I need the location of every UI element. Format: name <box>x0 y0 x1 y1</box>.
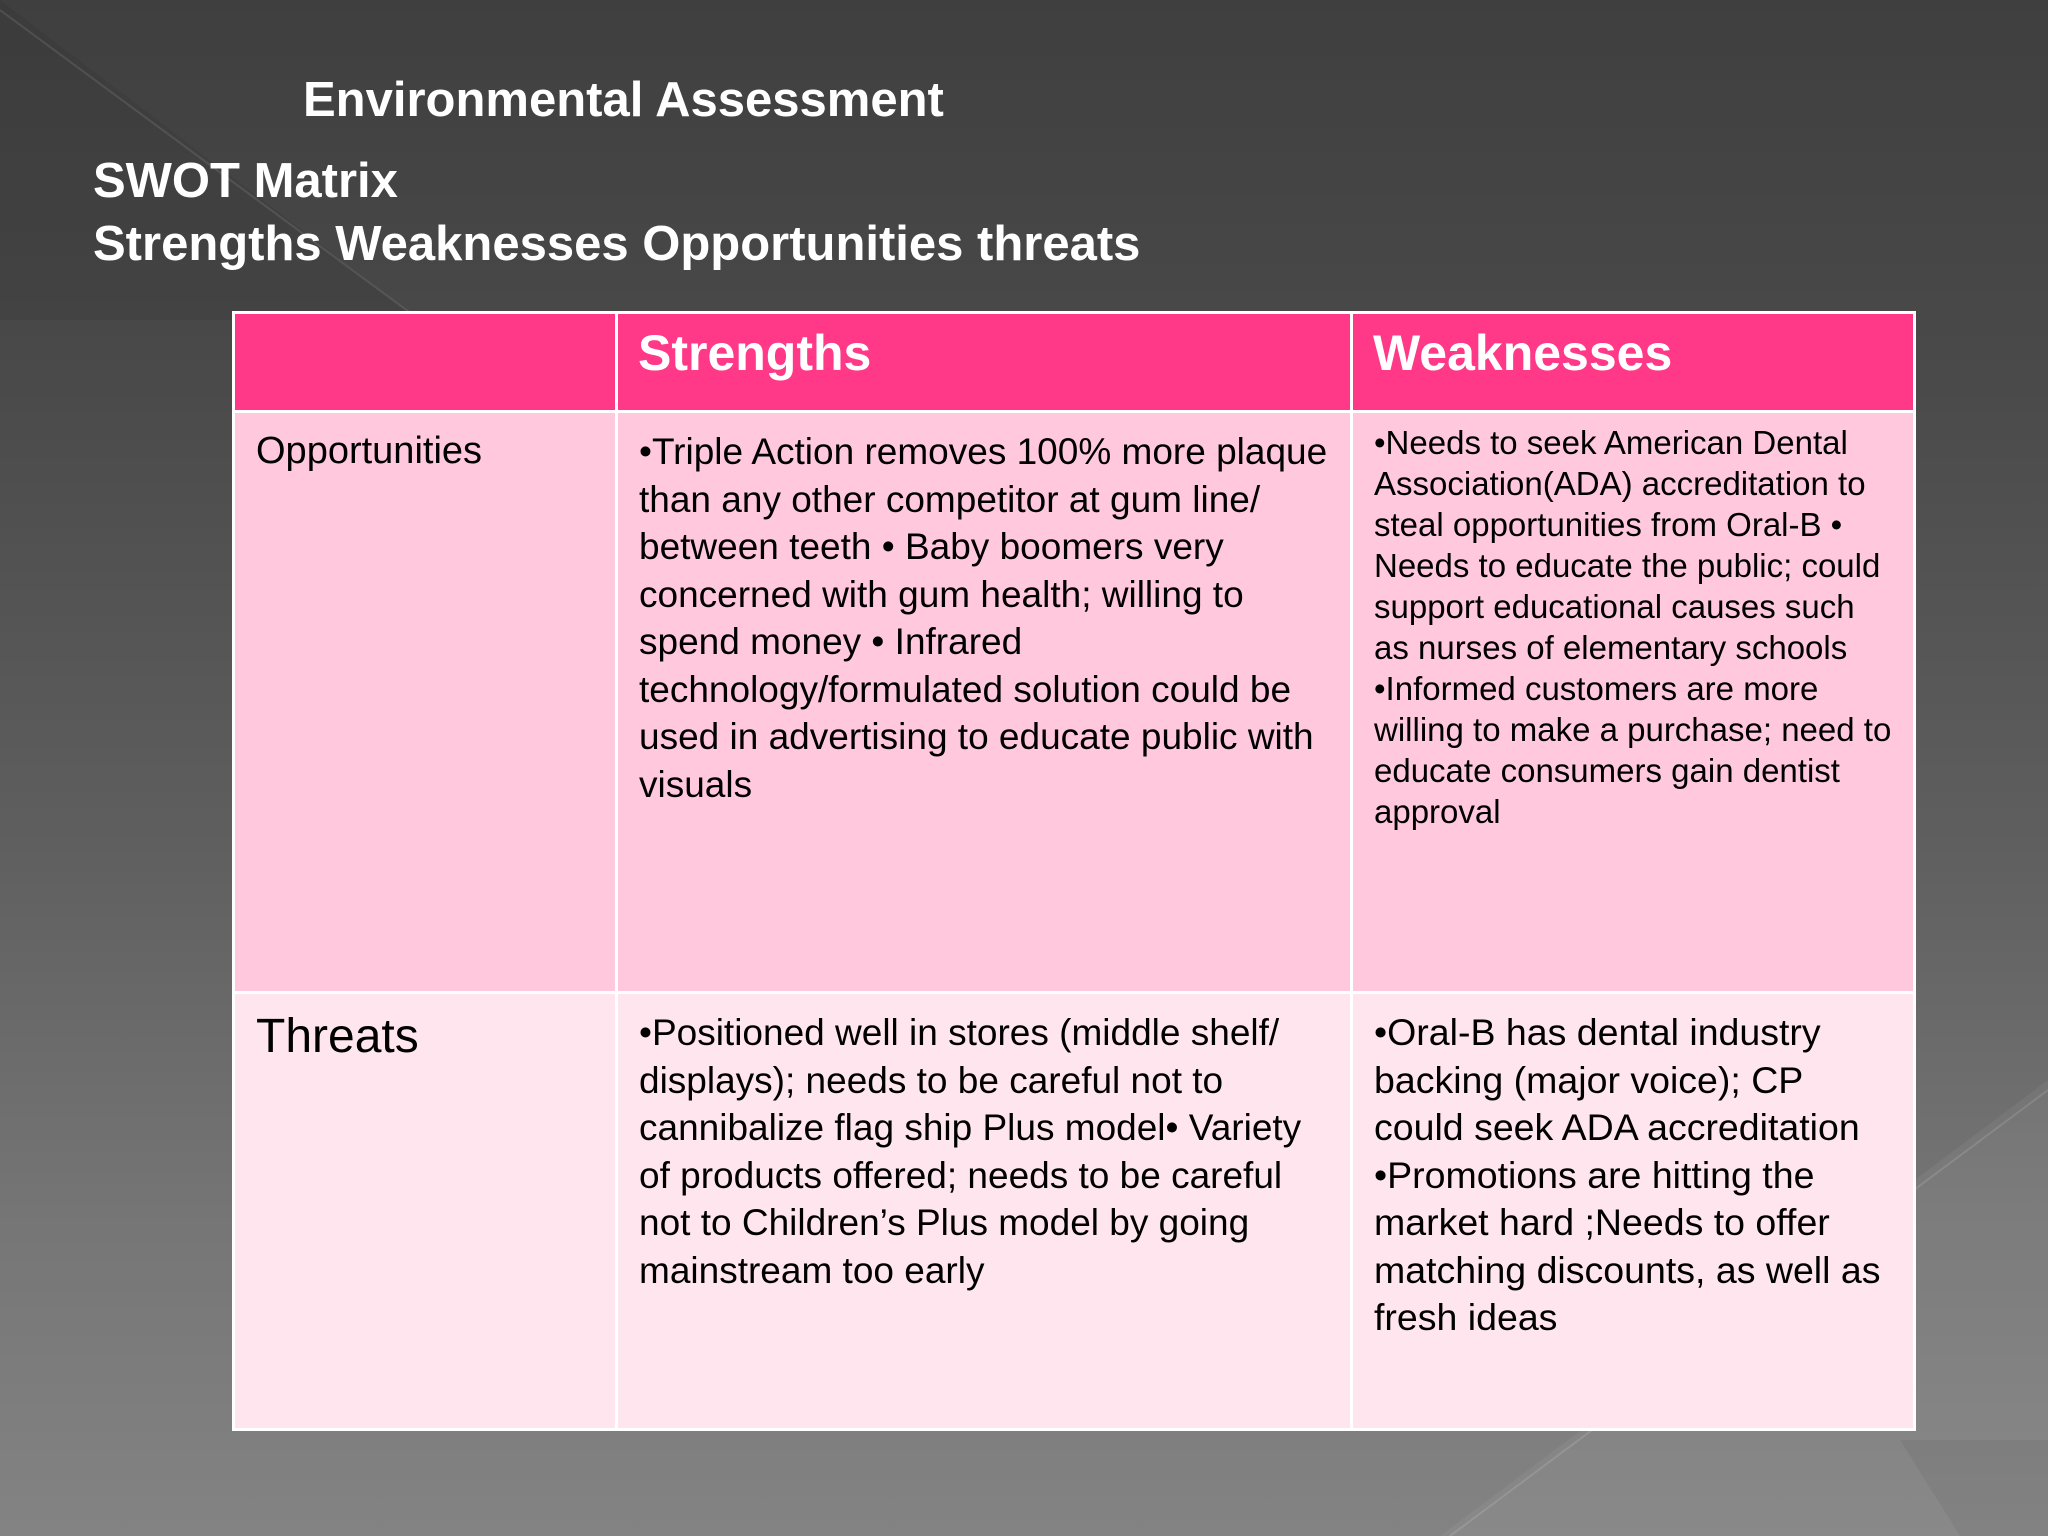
header-cell-strengths: Strengths <box>617 313 1352 412</box>
table-row-opportunities <box>234 412 1915 993</box>
cell-threats-strengths <box>617 993 1352 1430</box>
cell-text: •Positioned well in stores (middle shelf/ displays); needs to be careful not to cannibalize flag ship Plus model• Variety of products offered; needs to be careful not to Children’s Plus model by going mainstream too early <box>639 1012 1302 1291</box>
header-row <box>234 313 1915 412</box>
row-label-text: Opportunities <box>256 430 483 472</box>
subtitle-line-2: Strengths Weaknesses Opportunities threats <box>93 217 1141 271</box>
cell-threats-weaknesses <box>1352 993 1915 1430</box>
slide-title: Environmental Assessment <box>303 73 944 127</box>
cell-text: •Triple Action removes 100% more plaque than any other competitor at gum line/ between teeth • Baby boomers very concerned with gum health; willing to spend money • Infrared technology/formulated solution could be used in advertising to educate public with visuals <box>639 431 1328 805</box>
cell-opportunities-strengths <box>617 412 1352 993</box>
cell-opportunities-weaknesses <box>1352 412 1915 993</box>
cell-text: •Oral-B has dental industry backing (major voice); CP could seek ADA accreditation •Promotions are hitting the market hard ;Needs to offer matching discounts, as well as fresh ideas <box>1374 1011 1881 1338</box>
subtitle-line-1: SWOT Matrix <box>93 154 398 208</box>
row-label-text: Threats <box>256 1010 419 1063</box>
header-cell-weaknesses: Weaknesses <box>1352 313 1915 412</box>
table-row-threats <box>234 993 1915 1430</box>
header-cell-empty <box>234 313 617 412</box>
swot-matrix-table <box>232 311 1916 1431</box>
row-label-threats <box>234 993 617 1430</box>
cell-text: •Needs to seek American Dental Association(ADA) accreditation to steal opportunities from Oral-B • Needs to educate the public; could support educational causes such as nurses of elementary schools •Informed customers are more willing to make a purchase; need to educate consumers gain dentist approval <box>1374 424 1892 830</box>
row-label-opportunities <box>234 412 617 993</box>
subtitle-block <box>93 150 1140 276</box>
